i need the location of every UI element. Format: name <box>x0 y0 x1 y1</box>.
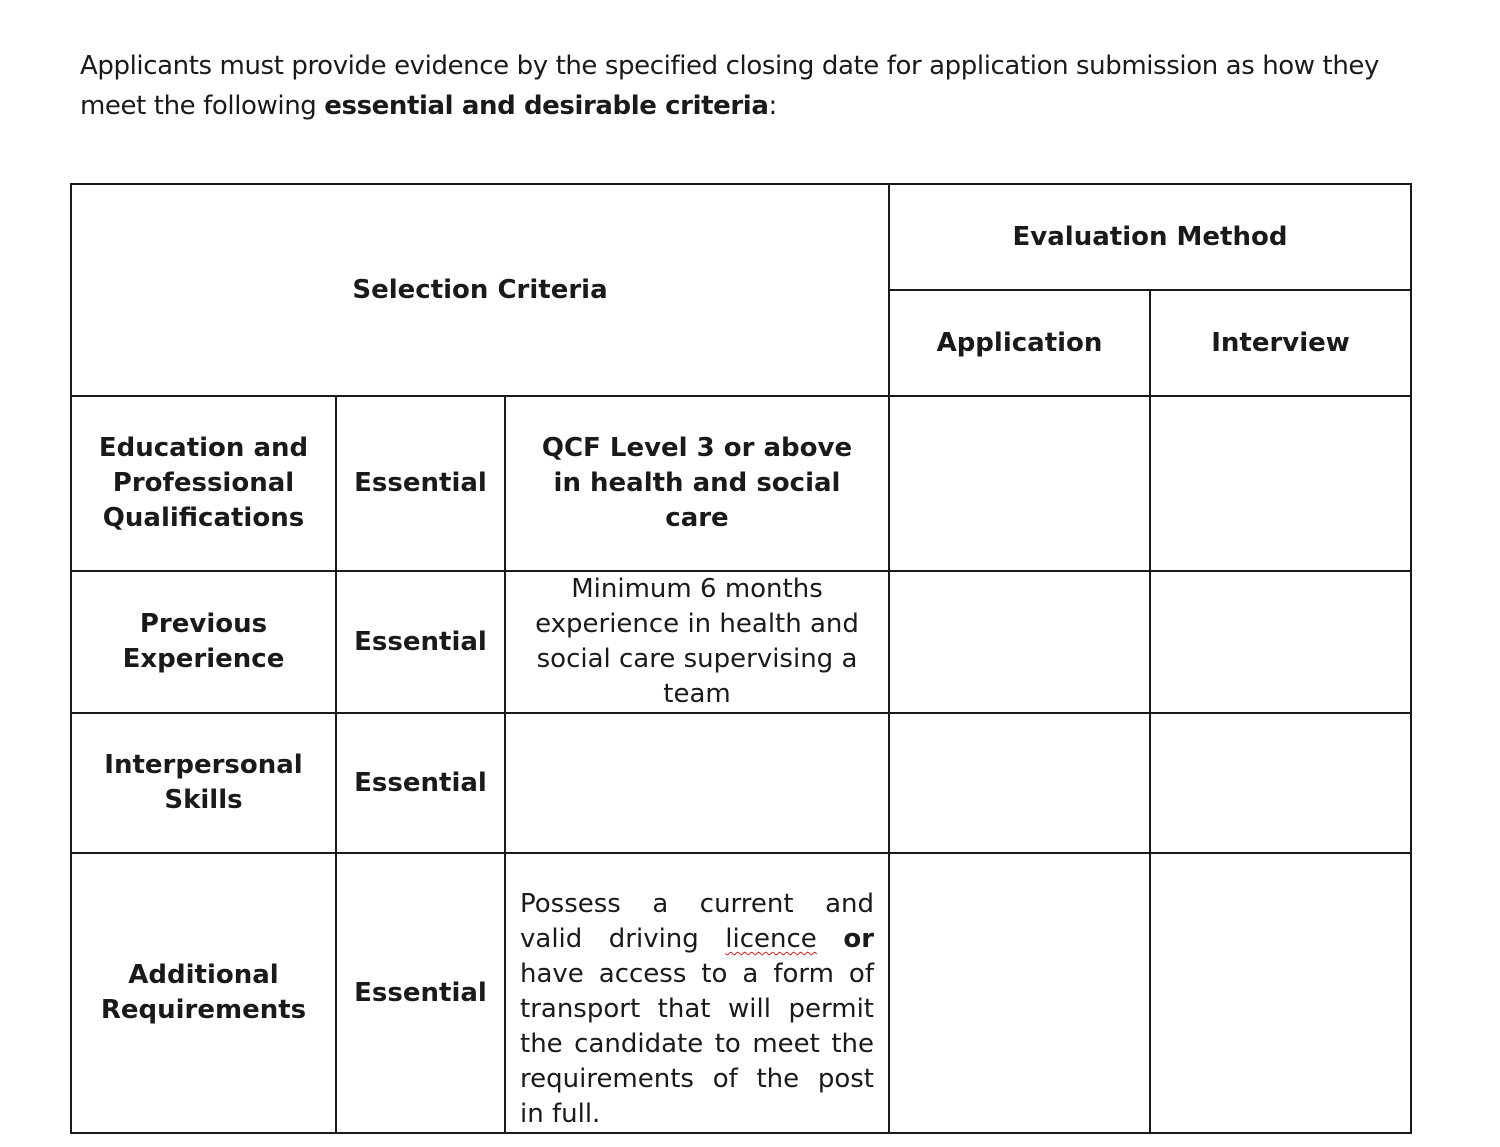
table-row <box>71 713 1411 853</box>
row-description: Minimum 6 months experience in health and social care supervising a team <box>505 571 889 713</box>
application-header: Application <box>889 290 1150 396</box>
row-category: Interpersonal Skills <box>71 713 336 853</box>
table-row <box>71 396 1411 571</box>
intro-bold-text: essential and desirable criteria <box>324 91 769 121</box>
selection-criteria-table <box>70 183 1412 1134</box>
application-cell <box>889 713 1150 853</box>
spellcheck-word[interactable]: licence <box>725 924 817 954</box>
intro-colon: : <box>768 91 777 121</box>
row-level: Essential <box>336 396 505 571</box>
table-header-row <box>71 184 1411 290</box>
row-description <box>505 713 889 853</box>
table-row <box>71 853 1411 1133</box>
intro-paragraph <box>80 46 1420 126</box>
description-bold-or: or <box>843 924 875 954</box>
table-row <box>71 571 1411 713</box>
interview-cell <box>1150 571 1411 713</box>
row-description: QCF Level 3 or above in health and social care <box>505 396 889 571</box>
selection-criteria-header: Selection Criteria <box>71 184 889 396</box>
application-cell <box>889 396 1150 571</box>
interview-cell <box>1150 713 1411 853</box>
interview-header: Interview <box>1150 290 1411 396</box>
row-category: Education and Professional Qualifications <box>71 396 336 571</box>
application-cell <box>889 571 1150 713</box>
application-cell <box>889 853 1150 1133</box>
row-level: Essential <box>336 571 505 713</box>
description-text-continued: have access to a form of transport that will permit the candidate to meet the requirements of the post in full. <box>520 959 874 1129</box>
row-level: Essential <box>336 853 505 1133</box>
row-category: Additional Requirements <box>71 853 336 1133</box>
interview-cell <box>1150 396 1411 571</box>
row-category: Previous Experience <box>71 571 336 713</box>
row-description <box>505 853 889 1133</box>
intro-text: Applicants must provide evidence by the specified closing date for application submission as how they meet the following <box>80 51 1379 121</box>
description-text: Possess a current and valid driving <box>520 889 874 954</box>
evaluation-method-header: Evaluation Method <box>889 184 1411 290</box>
interview-cell <box>1150 853 1411 1133</box>
row-level: Essential <box>336 713 505 853</box>
